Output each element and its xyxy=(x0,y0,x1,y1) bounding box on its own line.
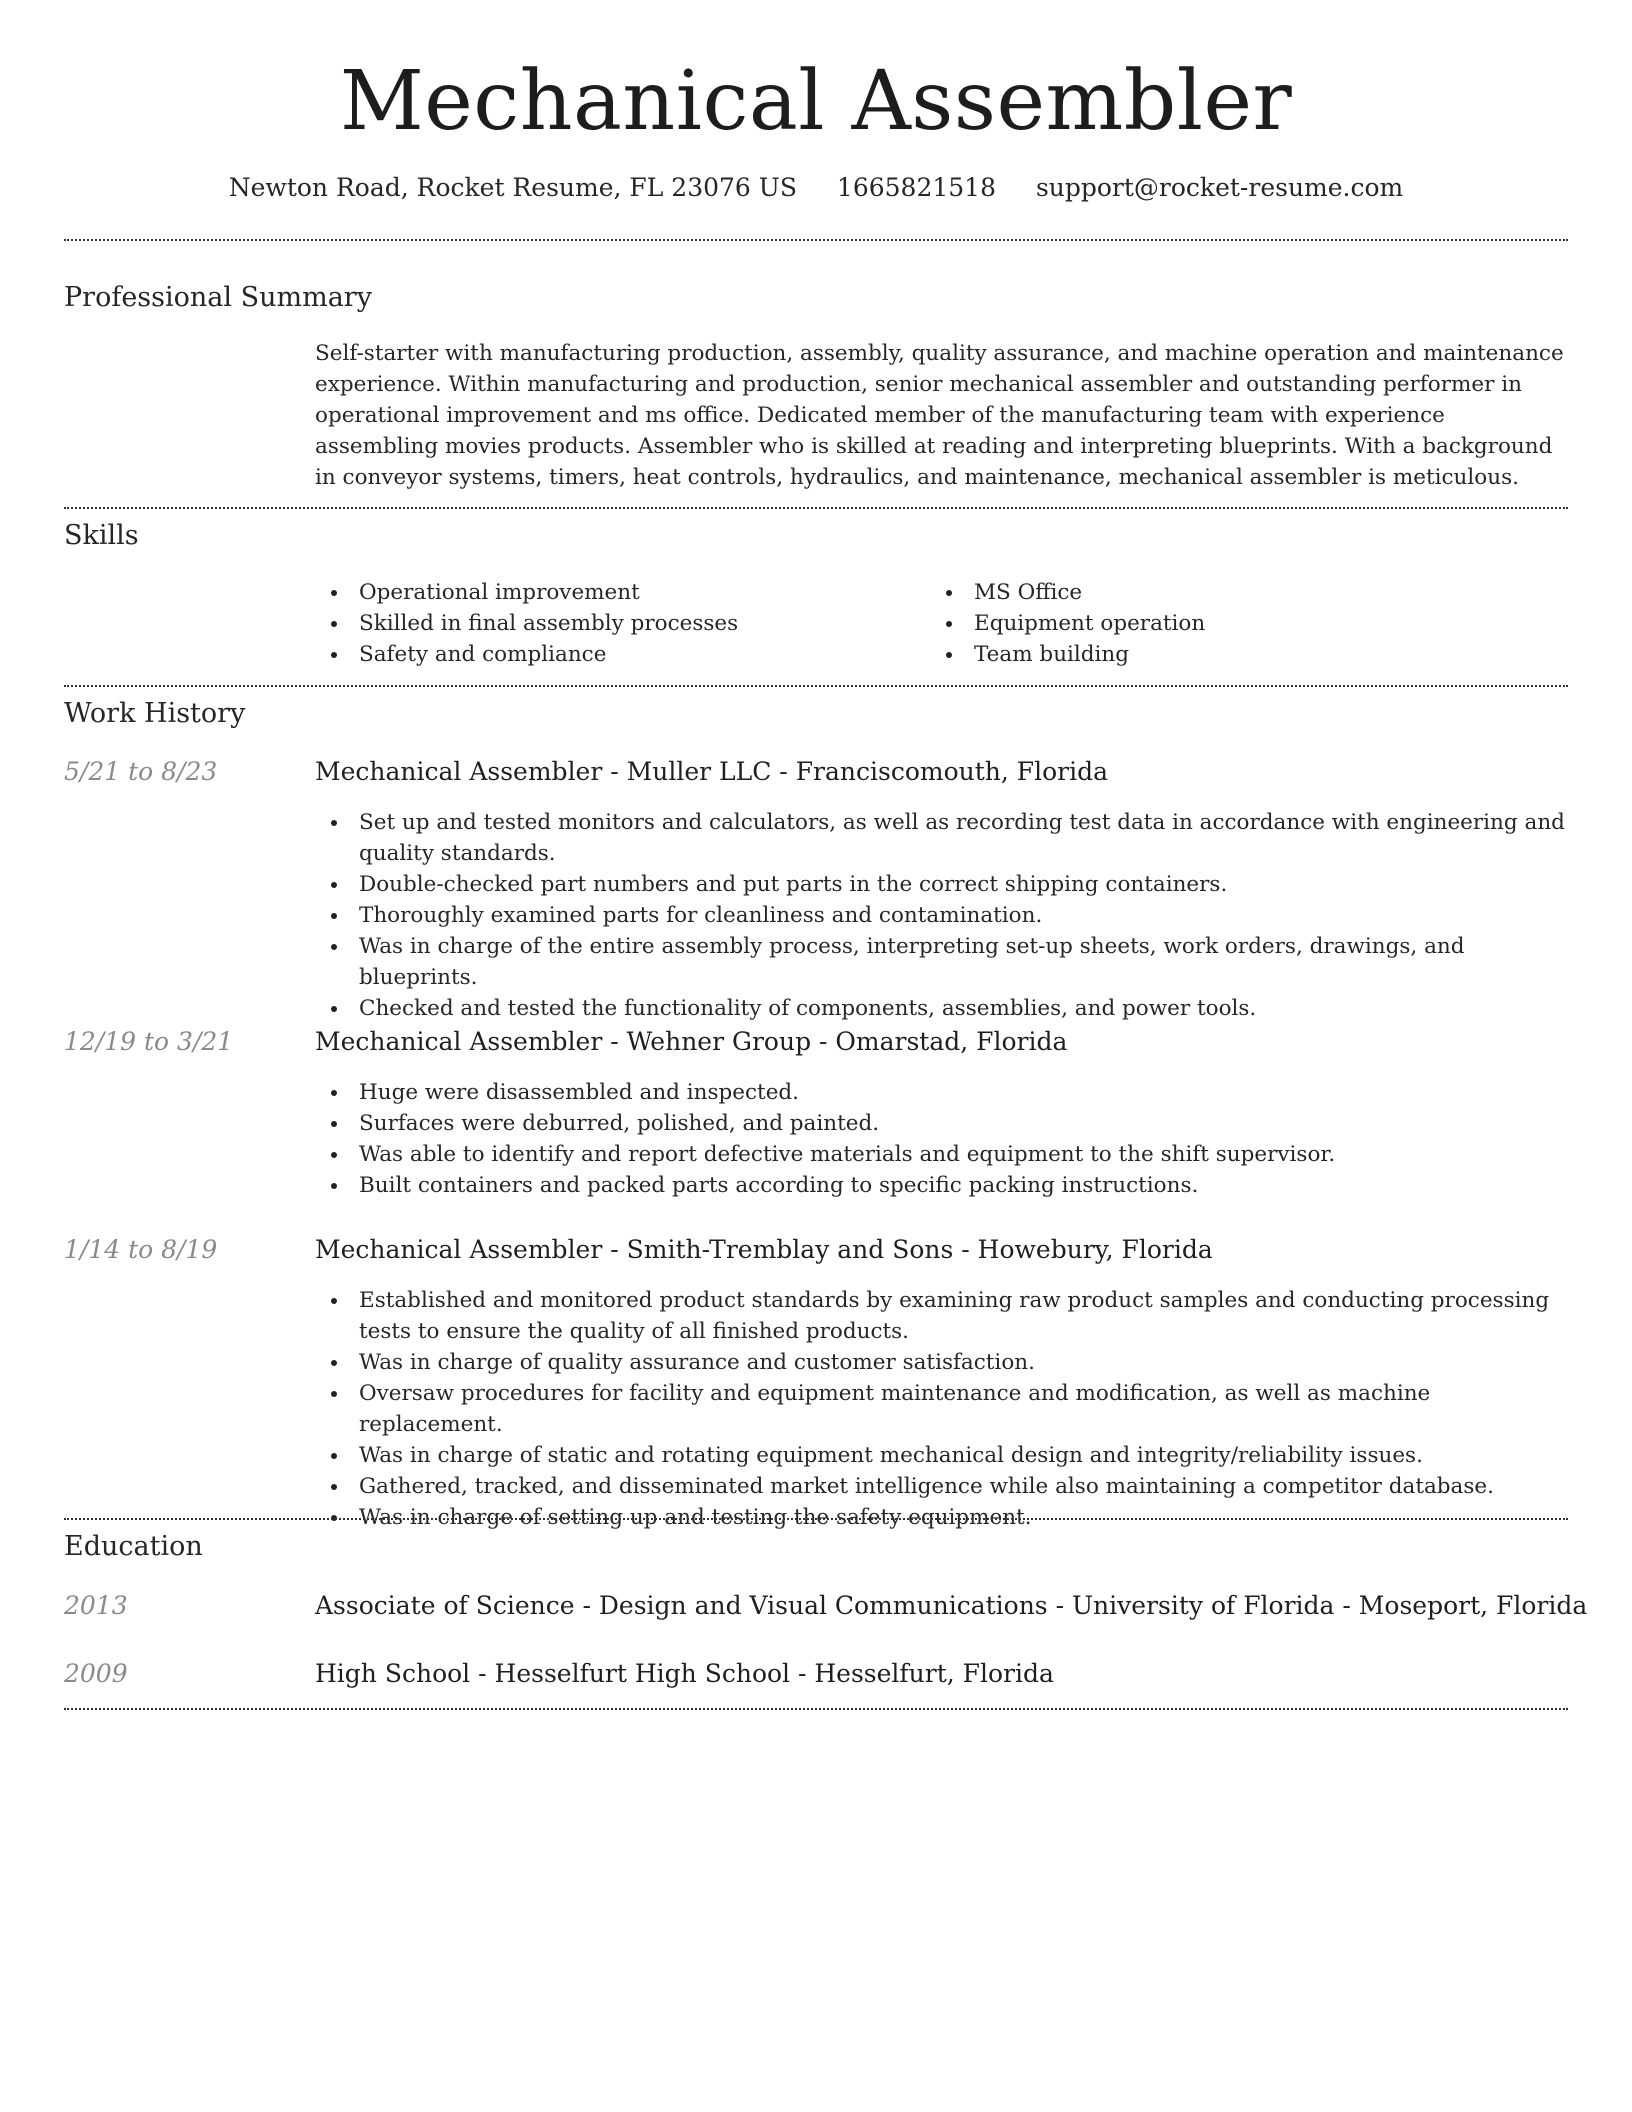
job-title: Mechanical Assembler - Smith-Tremblay and Sons - Howebury, Florida xyxy=(315,1235,1213,1264)
list-item: Huge were disassembled and inspected. xyxy=(315,1077,1570,1108)
list-item: Surfaces were deburred, polished, and painted. xyxy=(315,1108,1570,1139)
list-item: Was in charge of setting up and testing the safety equipment. xyxy=(315,1502,1570,1533)
education-entry: High School - Hesselfurt High School - Hesselfurt, Florida xyxy=(315,1659,1054,1688)
skills-list-right xyxy=(930,577,1530,670)
education-year: 2013 xyxy=(64,1591,128,1620)
list-item: Established and monitored product standards by examining raw product samples and conducting processing tests to ensure the quality of all finished products. xyxy=(315,1285,1570,1347)
job-dates: 12/19 to 3/21 xyxy=(64,1027,234,1056)
list-item: Equipment operation xyxy=(930,608,1530,639)
contact-address: Newton Road, Rocket Resume, FL 23076 US xyxy=(228,173,797,202)
list-item: Operational improvement xyxy=(315,577,915,608)
job-bullets xyxy=(315,807,1570,1024)
education-entry: Associate of Science - Design and Visual Communications - University of Florida - Moseport, Florida xyxy=(315,1591,1588,1620)
job-dates: 1/14 to 8/19 xyxy=(64,1235,218,1264)
list-item: Thoroughly examined parts for cleanliness and contamination. xyxy=(315,900,1570,931)
list-item: Was able to identify and report defective materials and equipment to the shift supervisor. xyxy=(315,1139,1570,1170)
divider xyxy=(64,1708,1568,1710)
job-dates: 5/21 to 8/23 xyxy=(64,757,218,786)
list-item: Team building xyxy=(930,639,1530,670)
contact-email: support@rocket-resume.com xyxy=(1035,173,1404,202)
skills-heading: Skills xyxy=(64,520,139,551)
contact-line xyxy=(0,170,1632,206)
list-item: Checked and tested the functionality of components, assemblies, and power tools. xyxy=(315,993,1570,1024)
list-item: Double-checked part numbers and put parts in the correct shipping containers. xyxy=(315,869,1570,900)
skills-list-left xyxy=(315,577,915,670)
list-item: Skilled in final assembly processes xyxy=(315,608,915,639)
summary-heading: Professional Summary xyxy=(64,282,372,313)
job-title: Mechanical Assembler - Muller LLC - Franciscomouth, Florida xyxy=(315,757,1109,786)
list-item: Gathered, tracked, and disseminated market intelligence while also maintaining a competitor database. xyxy=(315,1471,1570,1502)
contact-phone: 1665821518 xyxy=(836,173,996,202)
divider xyxy=(64,685,1568,687)
divider xyxy=(64,507,1568,509)
summary-text: Self-starter with manufacturing production, assembly, quality assurance, and machine operation and maintenance experience. Within manufacturing and production, senior mechanical assembler and outstanding performer in operational improvement and ms office. Dedicated member of the manufacturing team with experience assembling movies products. Assembler who is skilled at reading and interpreting blueprints. With a background in conveyor systems, timers, heat controls, hydraulics, and maintenance, mechanical assembler is meticulous. xyxy=(315,341,1564,490)
list-item: MS Office xyxy=(930,577,1530,608)
education-heading: Education xyxy=(64,1531,203,1562)
list-item: Was in charge of static and rotating equipment mechanical design and integrity/reliability issues. xyxy=(315,1440,1570,1471)
divider xyxy=(64,239,1568,241)
list-item: Built containers and packed parts according to specific packing instructions. xyxy=(315,1170,1570,1201)
education-year: 2009 xyxy=(64,1659,128,1688)
list-item: Oversaw procedures for facility and equipment maintenance and modification, as well as machine replacement. xyxy=(315,1378,1570,1440)
job-bullets xyxy=(315,1285,1570,1533)
list-item: Was in charge of the entire assembly process, interpreting set-up sheets, work orders, drawings, and blueprints. xyxy=(315,931,1570,993)
resume-title: Mechanical Assembler xyxy=(339,54,1293,149)
list-item: Was in charge of quality assurance and customer satisfaction. xyxy=(315,1347,1570,1378)
divider xyxy=(64,1518,1568,1520)
job-title: Mechanical Assembler - Wehner Group - Omarstad, Florida xyxy=(315,1027,1068,1056)
list-item: Safety and compliance xyxy=(315,639,915,670)
list-item: Set up and tested monitors and calculators, as well as recording test data in accordance with engineering and quality standards. xyxy=(315,807,1570,869)
job-bullets xyxy=(315,1077,1570,1201)
work-heading: Work History xyxy=(64,698,246,729)
